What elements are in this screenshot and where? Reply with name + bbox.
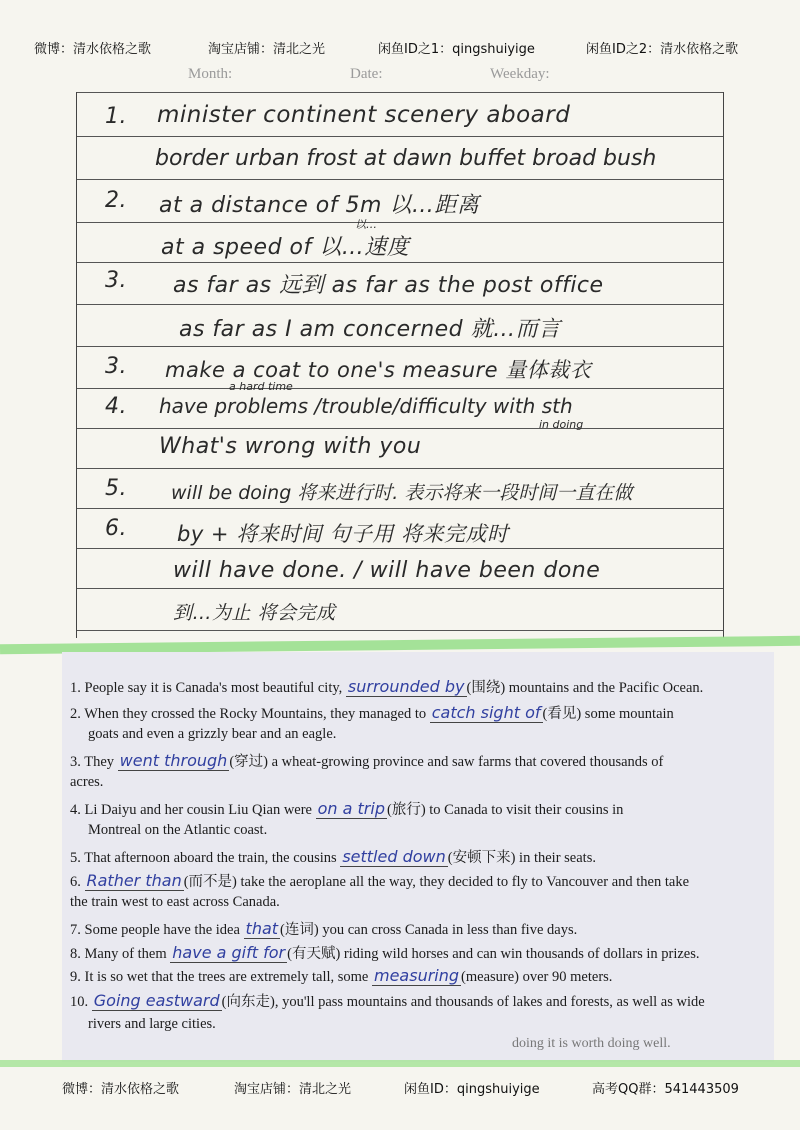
rule-line [77,630,723,631]
rule-line [77,468,723,469]
exercise-line: 10. Going eastward (向东走), you'll pass mountains and thousands of lakes and forests, as well as wide [70,991,705,1010]
month-label: Month: [188,66,233,82]
note-line: 到…为止 将会完成 [173,602,336,624]
exercise-line: 5. That afternoon aboard the train, the cousins settled down (安顿下来) in their seats. [70,847,596,866]
exercise-line: the train west to east across Canada. [70,894,280,910]
answer-blank[interactable]: Rather than [86,871,182,890]
exercise-line: 8. Many of them have a gift for (有天赋) riding wild horses and can win thousands of dollars in prizes. [70,943,700,962]
exercise-line: 2. When they crossed the Rocky Mountains, they managed to catch sight of (看见) some mountain [70,703,674,722]
exercise-line: 7. Some people have the idea that (连词) you can cross Canada in less than five days. [70,919,578,938]
footer-qq: 高考QQ群：541443509 [592,1082,739,1097]
rule-line [77,346,723,347]
rule-line [77,508,723,509]
note-line: at a speed of 以…速度 [161,235,410,260]
note-line: make a coat to one's measure 量体裁衣 [165,358,592,382]
note-number: 3. [105,268,127,293]
note-line: as far as I am concerned 就…而言 [179,317,561,342]
note-number: 5. [105,476,127,501]
rule-line [77,92,723,93]
handwritten-notes [76,92,724,638]
answer-blank[interactable]: went through [119,751,228,770]
note-number: 2. [105,188,127,213]
exercise-line: goats and even a grizzly bear and an eagle. [88,726,337,742]
note-line: will have done. / will have been done [173,558,601,583]
exercise-line: rivers and large cities. [88,1016,216,1032]
answer-blank[interactable]: have a gift for [172,943,286,962]
answer-blank[interactable]: surrounded by [347,677,465,696]
exercise-line: 1. People say it is Canada's most beautiful city, surrounded by (围绕) mountains and the Pacific Ocean. [70,677,704,696]
rule-line [77,262,723,263]
header-taobao: 淘宝店铺：清北之光 [208,42,326,57]
green-highlighter-stroke [0,1060,800,1067]
exercise-line: 9. It is so wet that the trees are extremely tall, some measuring (measure) over 90 meters. [70,966,613,985]
exercise-line: 6. Rather than (而不是) take the aeroplane all the way, they decided to fly to Vancouver and then take [70,871,690,890]
header-xianyu-2: 闲鱼ID之2：清水依格之歌 [586,42,739,57]
note-number: 6. [105,516,127,541]
exercise-line: 3. They went through (穿过) a wheat-growing province and saw farms that covered thousands of [70,751,664,770]
rule-line [77,222,723,223]
note-line: will be doing 将来进行时. 表示将来一段时间一直在做 [171,482,633,504]
answer-blank[interactable]: Going eastward [93,991,220,1010]
answer-blank[interactable]: catch sight of [431,703,541,722]
footer-xianyu: 闲鱼ID：qingshuiyige [404,1082,540,1097]
note-line: at a distance of 5m 以…距离 [159,193,480,218]
rule-line [77,388,723,389]
bleed-through-text: doing it is worth doing well. [512,1036,671,1051]
note-superscript: a hard time [229,380,293,393]
answer-blank[interactable]: measuring [374,966,460,985]
rule-line [77,179,723,180]
exercise-line: 4. Li Daiyu and her cousin Liu Qian were on a trip (旅行) to Canada to visit their cousins in [70,799,624,818]
exercise-line: Montreal on the Atlantic coast. [88,822,268,838]
note-line: by + 将来时间 句子用 将来完成时 [177,522,509,546]
weekday-label: Weekday: [490,66,550,82]
note-number: 1. [105,104,127,129]
footer-weibo: 微博：清水依格之歌 [62,1082,180,1097]
rule-line [77,588,723,589]
note-subscript: in doing [539,418,584,431]
note-line: have problems /trouble/difficulty with sth [159,394,573,418]
answer-blank[interactable]: that [245,919,279,938]
footer-taobao: 淘宝店铺：清北之光 [234,1082,352,1097]
rule-line [77,136,723,137]
exercise-line: acres. [70,774,104,790]
rule-line [77,428,723,429]
note-line: border urban frost at dawn buffet broad bush [155,146,657,171]
note-line: What's wrong with you [159,434,422,459]
header-weibo: 微博：清水依格之歌 [34,42,152,57]
rule-line [77,304,723,305]
note-superscript: 以… [355,218,377,231]
note-line: minister continent scenery aboard [157,102,571,128]
answer-blank[interactable]: on a trip [317,799,385,818]
header-xianyu-1: 闲鱼ID之1：qingshuiyige [378,42,535,57]
rule-line [77,548,723,549]
answer-blank[interactable]: settled down [342,847,446,866]
date-label: Date: [350,66,383,82]
note-number: 3. [105,354,127,379]
note-number: 4. [105,394,127,419]
note-line: as far as 远到 as far as the post office [173,273,604,298]
